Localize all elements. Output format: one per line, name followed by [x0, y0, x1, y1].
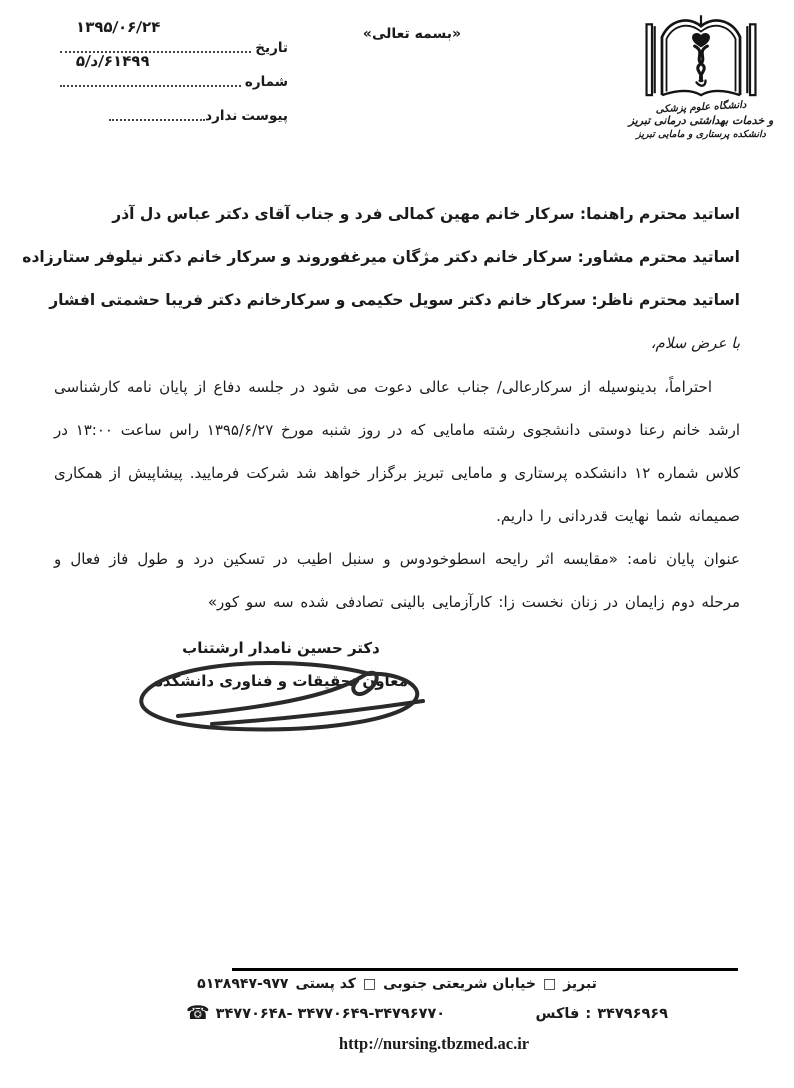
footer-separator-box-2: □: [362, 976, 377, 992]
salutation: با عرض سلام،: [650, 334, 740, 352]
footer-phone-line: [186, 1004, 668, 1023]
footer-divider: [232, 968, 738, 971]
invitation-paragraph: احتراماً، بدینوسیله از سرکارعالی/ جناب عالی دعوت می شود در جلسه دفاع از پایان نامه کارشناسی ارشد خانم رعنا دوستی دانشجوی رشته مامایی که در روز شنبه مورخ ۱۳۹۵/۶/۲۷ راس ساعت ۱۳:۰۰ در کلاس شماره ۱۲ دانشکده پرستاری و مامایی تبریز برگزار خواهد شد شرکت فرمایید. پیشاپیش از همکاری صمیمانه شما نهایت قدردانی را داریم.: [54, 378, 741, 525]
attachment-dotted-line: [109, 118, 205, 121]
attachment-row: [60, 90, 288, 124]
recipient-line-supervisors: اساتید محترم راهنما: سرکار خانم مهین کمالی فرد و جناب آقای دکتر عباس دل آذر: [112, 205, 740, 223]
phone-numbers-group: [186, 1004, 445, 1023]
date-label: تاریخ: [255, 40, 288, 56]
footer-address-line: [56, 976, 738, 992]
footer-city: تبریز: [563, 976, 597, 992]
date-value: ۱۳۹۵/۰۶/۲۴: [75, 18, 161, 36]
attachment-label: پیوست: [241, 108, 288, 124]
recipient-line-observers: اساتید محترم ناظر: سرکار خانم دکتر سویل حکیمی و سرکارخانم دکتر فریبا حشمتی افشار: [49, 291, 740, 309]
number-dotted-line: [60, 84, 241, 87]
attachment-value: ندارد: [205, 108, 238, 124]
letterhead-fields: [60, 18, 288, 124]
recipients-block: [22, 193, 740, 322]
number-value: ۵/د/۶۱۴۹۹: [75, 52, 151, 70]
handwritten-signature: [120, 648, 438, 740]
letter-body: [54, 366, 740, 624]
bismillah-heading: «بسمه تعالی»: [362, 26, 462, 42]
university-logo: [616, 6, 786, 140]
number-row: [60, 52, 288, 90]
number-label: شماره: [244, 74, 288, 90]
footer-postal-label: کد پستی: [295, 976, 356, 992]
phone-numbers: ۳۴۷۷۰۶۴۸- ۳۴۷۷۰۶۴۹-۳۴۷۹۶۷۷۰: [215, 1005, 446, 1022]
website-url: http://nursing.tbzmed.ac.ir: [338, 1034, 530, 1053]
telephone-icon: ☎: [186, 1002, 210, 1024]
logo-text-faculty: دانشکده پرستاری و مامایی تبریز: [636, 129, 766, 140]
logo-text-university: دانشگاه علوم پزشکی: [655, 99, 747, 116]
open-book-arch-icon: [642, 6, 760, 108]
signer-title: معاون تحقیقات و فناوری دانشکده: [154, 672, 408, 690]
signer-name: دکتر حسین نامدار ارشتناب: [182, 639, 380, 657]
footer-postal-code: ۵۱۳۸۹۴۷-۹۷۷: [197, 976, 289, 992]
footer-separator-box-1: □: [542, 976, 557, 992]
logo-text-services: و خدمات بهداشتی درمانی تبریز: [628, 114, 774, 127]
recipient-line-advisors: اساتید محترم مشاور: سرکار خانم دکتر مژگان میرغفوروند و سرکار خانم دکتر نیلوفر ستارزاده: [22, 248, 740, 266]
fax-colon: :: [585, 1005, 592, 1022]
footer-street: خیابان شریعتی جنوبی: [383, 976, 536, 992]
fax-label: فاکس: [535, 1005, 580, 1022]
fax-number: ۳۴۷۹۶۹۶۹: [597, 1005, 668, 1022]
thesis-title-paragraph: عنوان پایان نامه: «مقایسه اثر رایحه اسطوخودوس و سنبل اطیب در تسکین درد و طول فاز فعال و مرحله دوم زایمان در زنان نخست زا: کارآزمایی بالینی تصادفی شده سه سو کور»: [54, 550, 740, 611]
fax-group: [536, 1006, 669, 1022]
date-row: [60, 18, 288, 56]
